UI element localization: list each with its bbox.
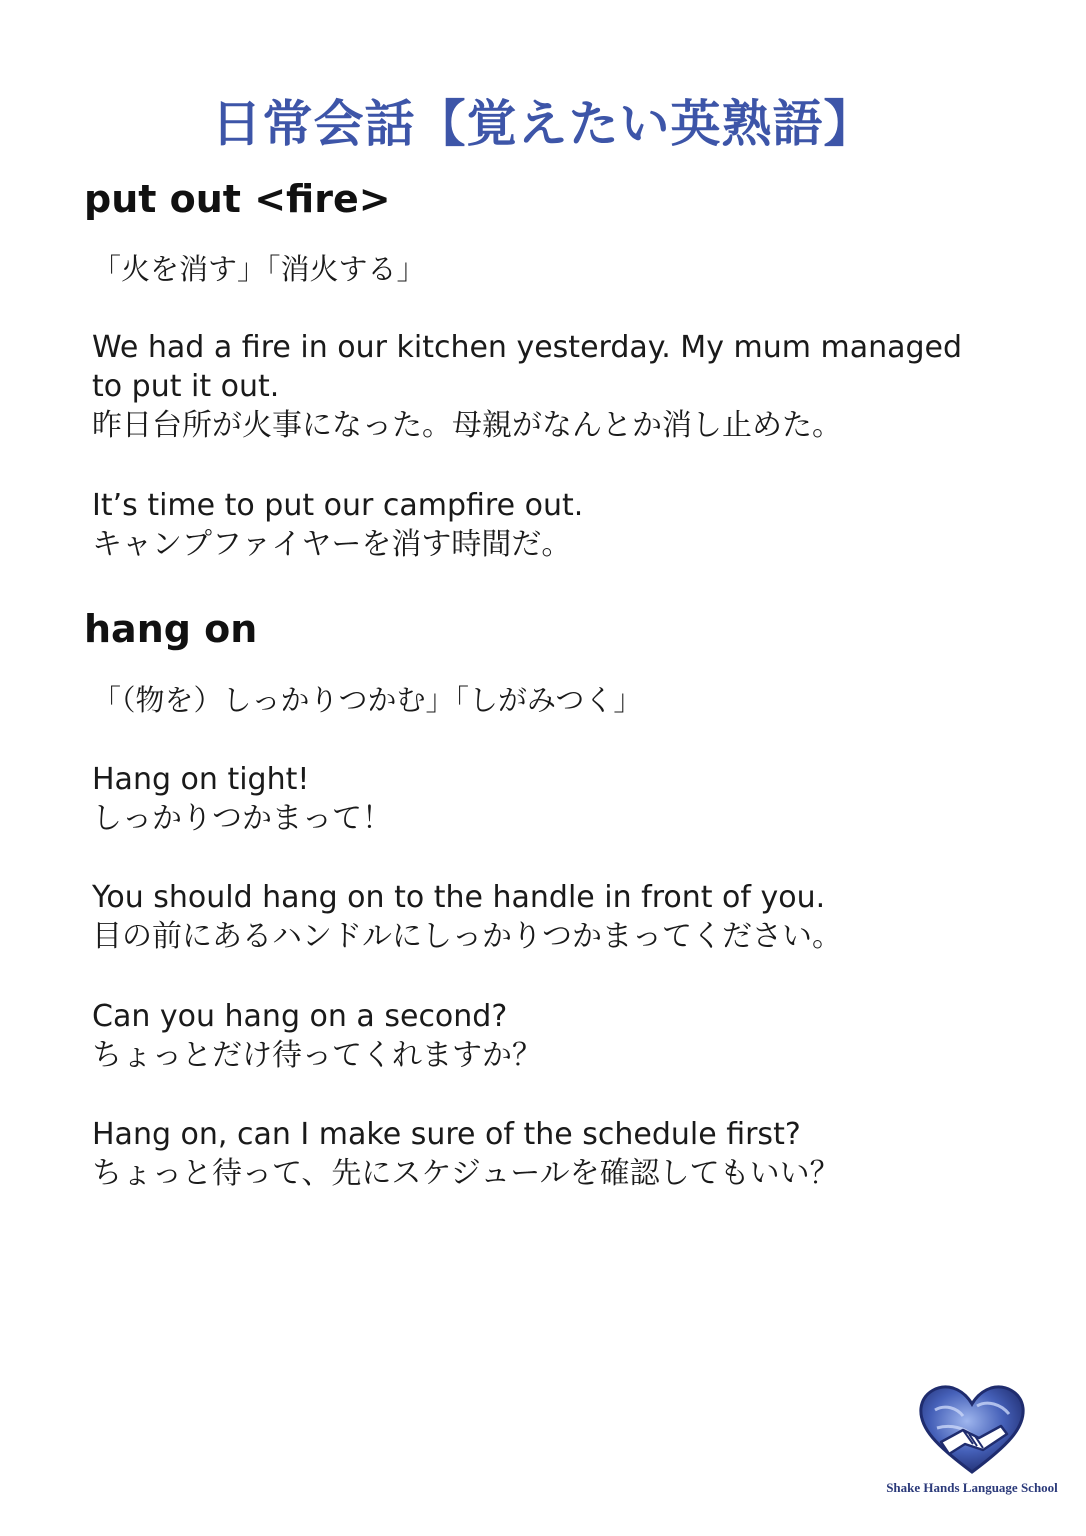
example-sentence — [92, 328, 1042, 445]
example-english-line: You should hang on to the handle in front of you. — [92, 880, 826, 915]
example-sentence — [92, 997, 1042, 1075]
example-japanese: 昨日台所が火事になった。母親がなんとか消し止めた。 — [92, 408, 842, 443]
example-sentence — [92, 760, 1042, 838]
example-english-line: We had a fire in our kitchen yesterday. My mum managed — [92, 330, 963, 365]
example-japanese: しっかりつかまって！ — [92, 801, 392, 836]
example-japanese: 目の前にあるハンドルにしっかりつかまってください。 — [92, 919, 842, 954]
example-japanese: キャンプファイヤーを消す時間だ。 — [92, 527, 572, 562]
phrase-meaning-put-out: 「火を消す」「消火する」 — [92, 252, 426, 286]
phrase-heading-put-out: put out <fire> — [84, 177, 391, 221]
example-japanese: ちょっと待って、先にスケジュールを確認してもいい？ — [92, 1156, 840, 1191]
page-title: 日常会話【覚えたい英熟語】 — [211, 94, 875, 153]
example-sentence — [92, 878, 1042, 956]
heart-handshake-globe-icon — [917, 1384, 1027, 1476]
school-name: Shake Hands Language School — [886, 1480, 1058, 1495]
phrase-heading-hang-on: hang on — [84, 607, 258, 651]
school-logo — [884, 1384, 1060, 1516]
example-sentence — [92, 486, 1042, 564]
example-japanese: ちょっとだけ待ってくれますか？ — [92, 1038, 542, 1073]
example-english-line: Hang on tight! — [92, 762, 310, 797]
phrase-meaning-hang-on: 「（物を）しっかりつかむ」「しがみつく」 — [92, 683, 643, 717]
example-english-line: It’s time to put our campfire out. — [92, 488, 584, 523]
example-english-line: Hang on, can I make sure of the schedule first? — [92, 1117, 801, 1152]
example-sentence — [92, 1115, 1042, 1193]
example-english-line: to put it out. — [92, 369, 280, 404]
example-english-line: Can you hang on a second? — [92, 999, 508, 1034]
